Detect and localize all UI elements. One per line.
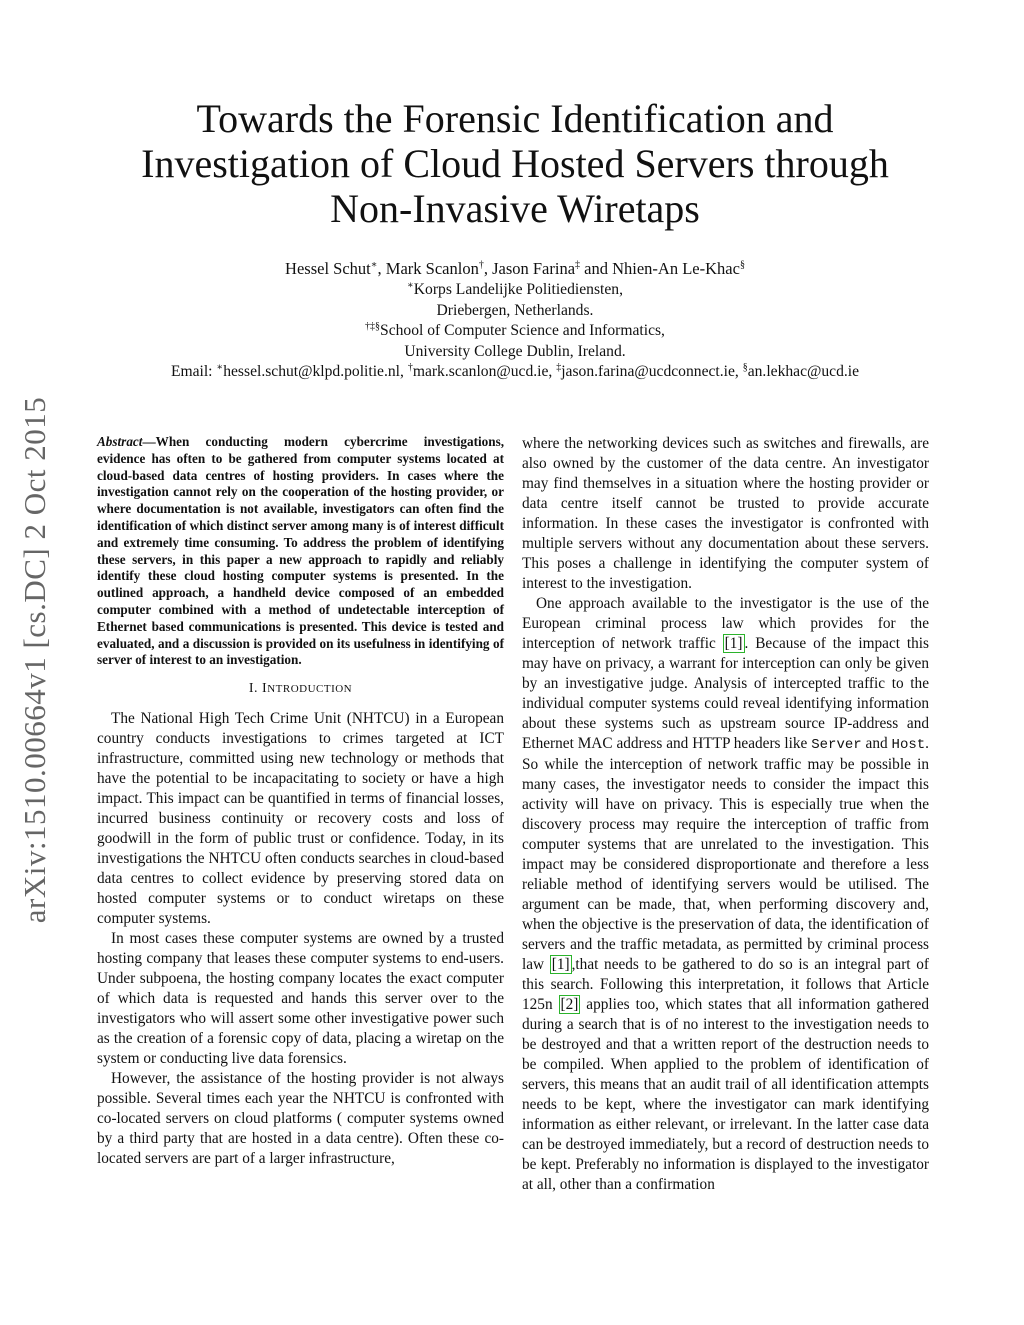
author-name: Jason Farina: [492, 259, 576, 278]
citation-link[interactable]: [2]: [560, 996, 579, 1013]
affiliation-line: [100, 280, 930, 301]
arxiv-identifier: arXiv:1510.00664v1 [cs.DC] 2 Oct 2015: [17, 396, 52, 924]
email-address[interactable]: jason.farina@ucdconnect.ie,: [561, 363, 739, 380]
email-address[interactable]: hessel.schut@klpd.politie.nl,: [223, 363, 404, 380]
title-line: Investigation of Cloud Hosted Servers through: [141, 141, 889, 186]
abstract-text: When conducting modern cybercrime investigations, evidence has often to be gathered from computer systems located at cloud-based data centres of hosting providers. In cases where the investigation cannot rely on the cooperation of the hosting provider, or where documentation is not available, investigators can often find the identification of which distinct server among many is of interest difficult and extremely time consuming. To address the problem of identifying these servers, in this paper a new approach to rapidly and reliably identify these cloud hosting computer systems is presented. In the outlined approach, a handheld device composed of an embedded computer combined with a method of undetectable interception of Ethernet based communications is presented. This device is tested and evaluated, and a discussion is provided on its usefulness in identifying of server of interest to an investigation.: [97, 434, 504, 668]
author-conjunction: and: [584, 259, 608, 278]
author-name: Nhien-An Le-Khac: [612, 259, 740, 278]
email-address[interactable]: mark.scanlon@ucd.ie,: [412, 363, 553, 380]
section-title-rest: NTRODUCTION: [267, 683, 353, 696]
section-heading-introduction: [97, 679, 504, 699]
code-term: Host: [891, 737, 926, 753]
citation-link[interactable]: [1]: [724, 635, 743, 652]
author-block: [100, 258, 930, 383]
body-paragraph: The National High Tech Crime Unit (NHTCU) in a European country conducts investigations to crimes targeted at ICT infrastructure, committed using new technology or methods that have the potential to be incapacitating to society or have a high impact. This impact can be quantified in terms of financial losses, incurred business continuity or recovery costs and loss of goodwill in the form of public trust or confidence. Today, in its investigations the NHTCU often conducts searches in cloud-based data centres to collect evidence by preserving stored data on hosted computer systems or to conduct wiretaps on these computer systems.: [97, 710, 504, 928]
paragraph-text: applies too, which states that all information gathered during a search that is of no interest to the investigation needs to be destroyed and that a written report of the destruction needs to be compiled. When applied to the problem of identification of servers, this means that an audit trail of all identification attempts needs to be kept, where the investigator can mark identifying information as either relevant, or irrelevant. In the latter case data can be destroyed immediately, but a record of destruction needs to be kept. Preferably no information is displayed to the investigator at all, other than a confirmation: [522, 996, 929, 1193]
paragraph-text: ,that needs to be gathered to do so is an integral part of this search. Following this interpretation, it follows that Article 125n: [522, 956, 929, 1013]
footnote-mark: ∗: [370, 259, 378, 271]
body-paragraph: However, the assistance of the hosting provider is not always possible. Several times each year the NHTCU is confronted with co-located servers on cloud platforms ( computer systems owned by a third party that are hosted in a data centre). Often these co-located servers are part of a larger infrastructure,: [97, 1070, 504, 1168]
title-line: Towards the Forensic Identification and: [196, 96, 834, 141]
section-title-initial: I: [262, 681, 268, 697]
footnote-mark: ‡: [556, 361, 562, 373]
title-line: Non-Invasive Wiretaps: [330, 186, 700, 231]
left-column: [97, 434, 504, 1169]
footnote-mark: †: [478, 259, 484, 271]
paragraph-text: and: [861, 735, 892, 752]
abstract-label: Abstract: [97, 434, 143, 449]
affiliation-line: [100, 321, 930, 342]
affiliation-line: University College Dublin, Ireland.: [404, 342, 626, 360]
footnote-mark: †: [407, 361, 413, 373]
abstract-dash: —: [142, 434, 156, 449]
body-paragraph: [522, 594, 929, 1195]
footnote-mark: ‡: [575, 259, 581, 271]
author-name: Mark Scanlon: [385, 259, 479, 278]
code-term: Server: [811, 737, 862, 753]
email-line: [100, 362, 930, 383]
paragraph-text: . Because of the impact this may have on privacy, a warrant for interception can only be given by an investigative judge. Analysis of intercepted traffic to the individual computer systems could reveal identifying information about these systems such as upstream source IP-address and Ethernet MAC address and HTTP headers like: [522, 635, 929, 752]
body-paragraph: In most cases these computer systems are owned by a trusted hosting company that leases these computer systems to end-users. Under subpoena, the hosting company locates the exact computer of which data is requested and hands this server over to the investigators who will assert some other investigative power such as the creation of a forensic copy of data, placing a wiretap on the system or conducting live data forensics.: [97, 930, 504, 1068]
body-paragraph: where the networking devices such as switches and firewalls, are also owned by the customer of the data centre. An investigator may find themselves in a situation where the hosting provider or data centre itself cannot be trusted to provide accurate information. In these cases the investigator is confronted with multiple servers without any documentation about these servers. This poses a challenge in identifying the computer system of interest to the investigation.: [522, 435, 929, 592]
paragraph-text: One approach available to the investigator is the use of the European criminal process law which provides for the interception of network traffic: [522, 595, 929, 652]
email-address[interactable]: an.lekhac@ucd.ie: [747, 363, 860, 380]
footnote-mark: ∗: [407, 279, 414, 291]
author-names: Hessel Schut∗, Mark Scanlon†, Jason Farina‡ and Nhien-An Le-Khac§: [285, 259, 745, 278]
email-label: Email:: [170, 363, 213, 380]
affiliation-text: Korps Landelijke Politiediensten,: [413, 281, 623, 298]
footnote-mark: §: [742, 361, 748, 373]
right-column: [522, 434, 929, 1195]
section-number: I.: [248, 681, 259, 697]
paragraph-text: . So while the interception of network traffic may be possible in many cases, the investigator needs to consider the impact this activity will have on privacy. This is especially true when the discovery process may require the interception of traffic from computer systems that are unrelated to the investigation. This impact may be considered disproportionate and therefore a less reliable method of identifying servers would be utilised. The argument can be made, that, when performing discovery and, when the objective is the preservation of data, the identification of servers and the traffic metadata, as permitted by criminal process law: [522, 735, 929, 973]
abstract: [97, 434, 504, 669]
footnote-mark: ∗: [216, 361, 224, 373]
citation-link[interactable]: [1]: [551, 956, 570, 973]
footnote-mark: §: [739, 259, 745, 271]
paper-title: [100, 96, 930, 231]
affiliation-text: School of Computer Science and Informatics,: [380, 322, 665, 339]
author-name: Hessel Schut: [285, 259, 371, 278]
footnote-mark: †‡§: [365, 320, 381, 332]
arxiv-sidebar: [8, 360, 62, 960]
affiliation-line: Driebergen, Netherlands.: [436, 301, 594, 319]
